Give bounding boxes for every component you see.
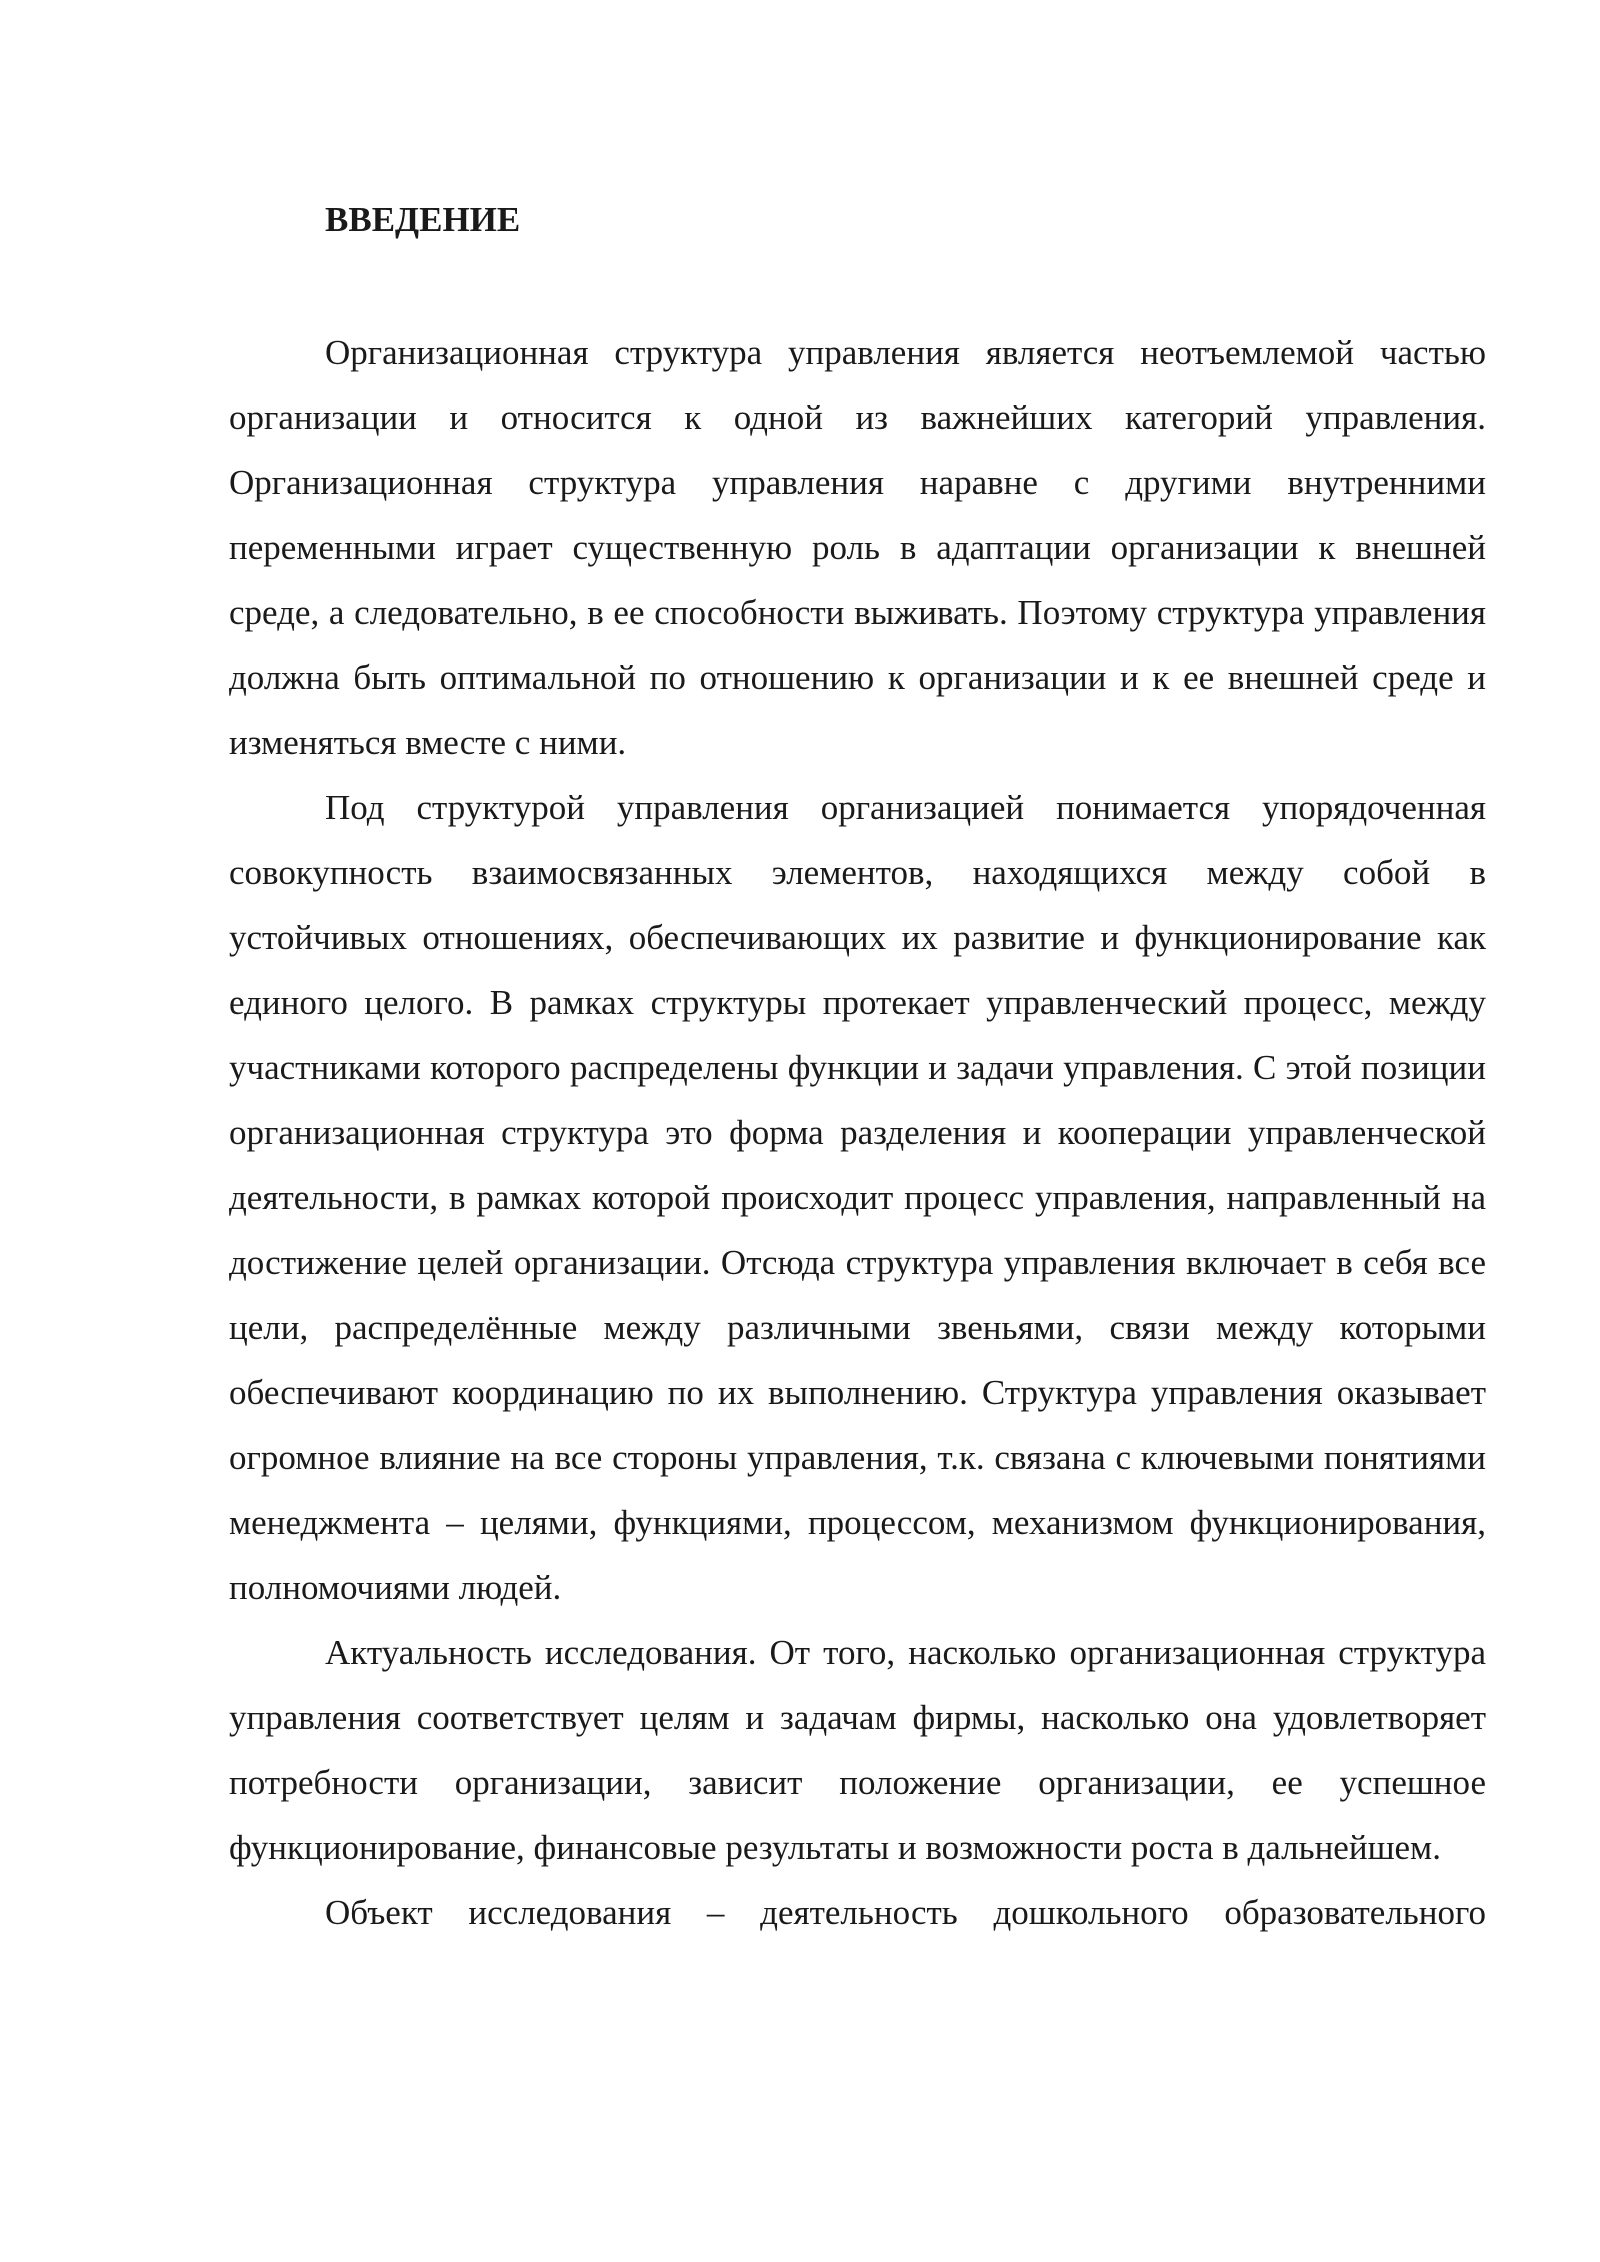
paragraph-research-object: Объект исследования – деятельность дошкольного образовательного [325,1893,1486,1932]
document-body [229,190,1486,1945]
paragraph-intro: Организационная структура управления является неотъемлемой частью организации и относится к одной из важнейших категорий управления. Организационная структура управления наравне с другими внутренними переменными играет существенную роль в адаптации организации к внешней среде, а следовательно, в ее способности выживать. Поэтому структура управления должна быть оптимальной по отношению к организации и к ее внешней среде и изменяться вместе с ними. [229,333,1486,762]
paragraph-relevance: Актуальность исследования. От того, насколько организационная структура управления соответствует целям и задачам фирмы, насколько она удовлетворяет потребности организации, зависит положение организации, ее успешное функционирование, финансовые результаты и возможности роста в дальнейшем. [229,1633,1486,1867]
section-heading: ВВЕДЕНИЕ [325,200,521,239]
paragraph-structure-definition: Под структурой управления организацией понимается упорядоченная совокупность взаимосвязанных элементов, находящихся между собой в устойчивых отношениях, обеспечивающих их развитие и функционирование как единого целого. В рамках структуры протекает управленческий процесс, между участниками которого распределены функции и задачи управления. С этой позиции организационная структура это форма разделения и кооперации управленческой деятельности, в рамках которой происходит процесс управления, направленный на достижение целей организации. Отсюда структура управления включает в себя все цели, распределённые между различными звеньями, связи между которыми обеспечивают координацию по их выполнению. Структура управления оказывает огромное влияние на все стороны управления, т.к. связана с ключевыми понятиями менеджмента – целями, функциями, процессом, механизмом функционирования, полномочиями людей. [229,788,1486,1607]
